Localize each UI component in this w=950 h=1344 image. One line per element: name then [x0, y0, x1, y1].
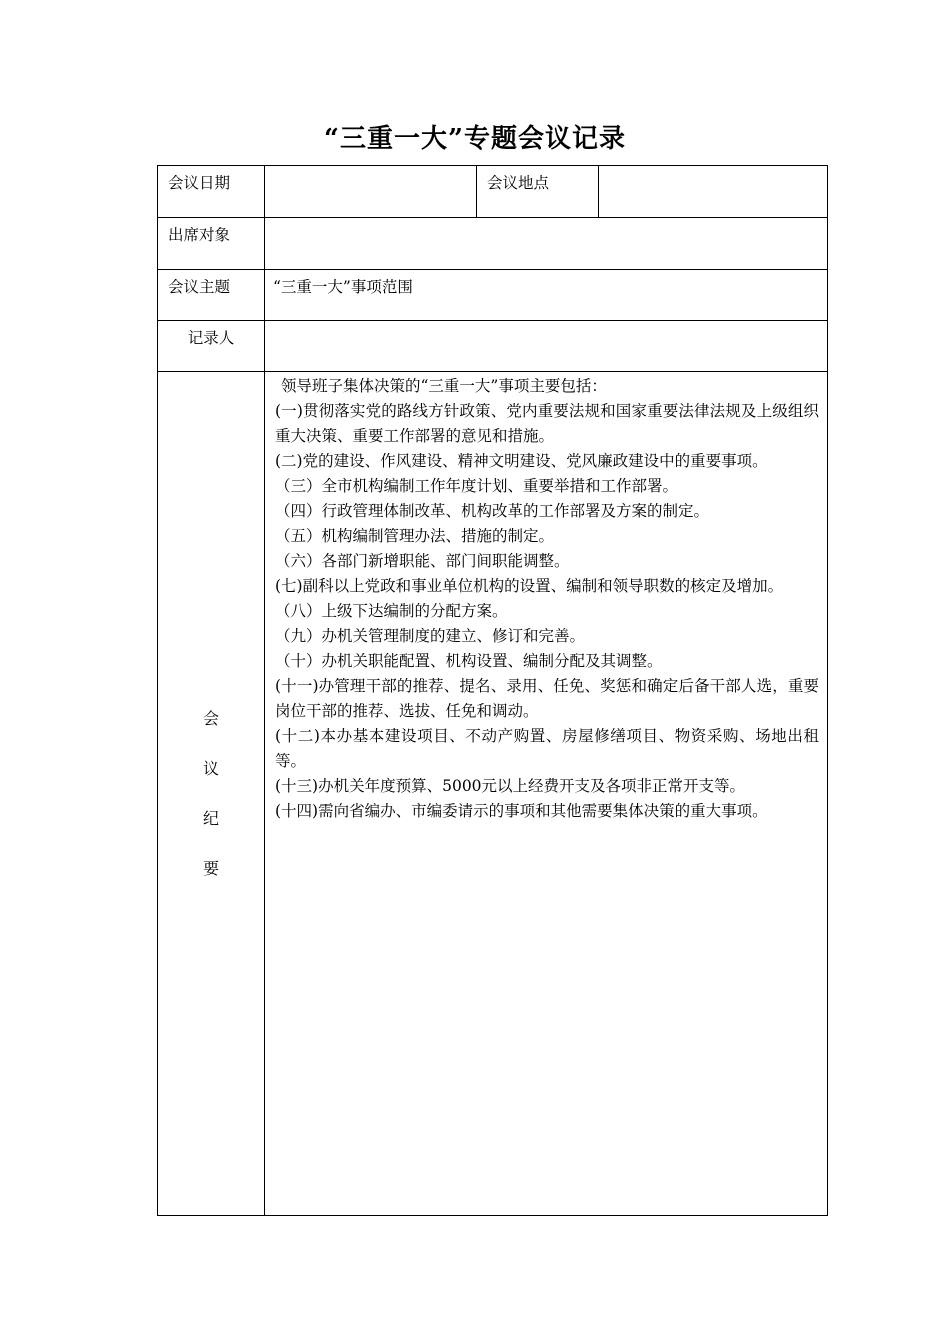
minutes-item: （五）机构编制管理办法、措施的制定。	[275, 527, 555, 545]
label-minutes-char: 纪	[202, 808, 219, 828]
minutes-item: （三）全市机构编制工作年度计划、重要举措和工作部署。	[275, 477, 679, 495]
minutes-content[interactable]	[265, 372, 828, 1216]
minutes-item: (十四)需向省编办、市编委请示的事项和其他需要集体决策的重大事项。	[275, 802, 768, 820]
row-minutes	[158, 372, 828, 1216]
minutes-item: （十）办机关职能配置、机构设置、编制分配及其调整。	[275, 652, 663, 670]
minutes-item: (十二)本办基本建设项目、不动产购置、房屋修缮项目、物资采购、场地出租等。	[275, 727, 819, 770]
minutes-item: (十一)办管理干部的推荐、提名、录用、任免、奖惩和确定后备干部人选，重要岗位干部的推荐、选拔、任免和调动。	[275, 677, 819, 720]
label-meeting-location: 会议地点	[477, 166, 599, 218]
label-minutes	[158, 372, 265, 1216]
topic-field[interactable]: “三重一大”事项范围	[265, 270, 828, 321]
label-minutes-char: 议	[202, 758, 219, 778]
meeting-location-field[interactable]	[599, 166, 828, 218]
minutes-item: （六）各部门新增职能、部门间职能调整。	[275, 552, 570, 570]
minutes-item: （八）上级下达编制的分配方案。	[275, 602, 508, 620]
minutes-intro: 领导班子集体决策的“三重一大”事项主要包括：	[281, 377, 607, 395]
recorder-field[interactable]	[265, 321, 828, 372]
label-minutes-char: 要	[202, 858, 219, 878]
label-topic: 会议主题	[158, 270, 265, 321]
attendees-field[interactable]	[265, 218, 828, 270]
minutes-item: (二)党的建设、作风建设、精神文明建设、党风廉政建设中的重要事项。	[275, 452, 768, 470]
minutes-item: （九）办机关管理制度的建立、修订和完善。	[275, 627, 586, 645]
meeting-record-table	[157, 165, 828, 1216]
row-attendees	[158, 218, 828, 270]
row-topic	[158, 270, 828, 321]
label-minutes-char: 会	[202, 708, 219, 728]
label-attendees: 出席对象	[158, 218, 265, 270]
minutes-item: (七)副科以上党政和事业单位机构的设置、编制和领导职数的核定及增加。	[275, 577, 784, 595]
row-recorder	[158, 321, 828, 372]
label-recorder: 记录人	[158, 321, 265, 372]
meeting-date-field[interactable]	[265, 166, 477, 218]
page-title: “三重一大”专题会议记录	[324, 124, 626, 154]
minutes-item: (十三)办机关年度预算、5000元以上经费开支及各项非正常开支等。	[275, 777, 746, 795]
minutes-item: (一)贯彻落实党的路线方针政策、党内重要法规和国家重要法律法规及上级组织重大决策、重要工作部署的意见和措施。	[275, 402, 819, 445]
row-date-location	[158, 166, 828, 218]
minutes-item: （四）行政管理体制改革、机构改革的工作部署及方案的制定。	[275, 502, 710, 520]
label-meeting-date: 会议日期	[158, 166, 265, 218]
